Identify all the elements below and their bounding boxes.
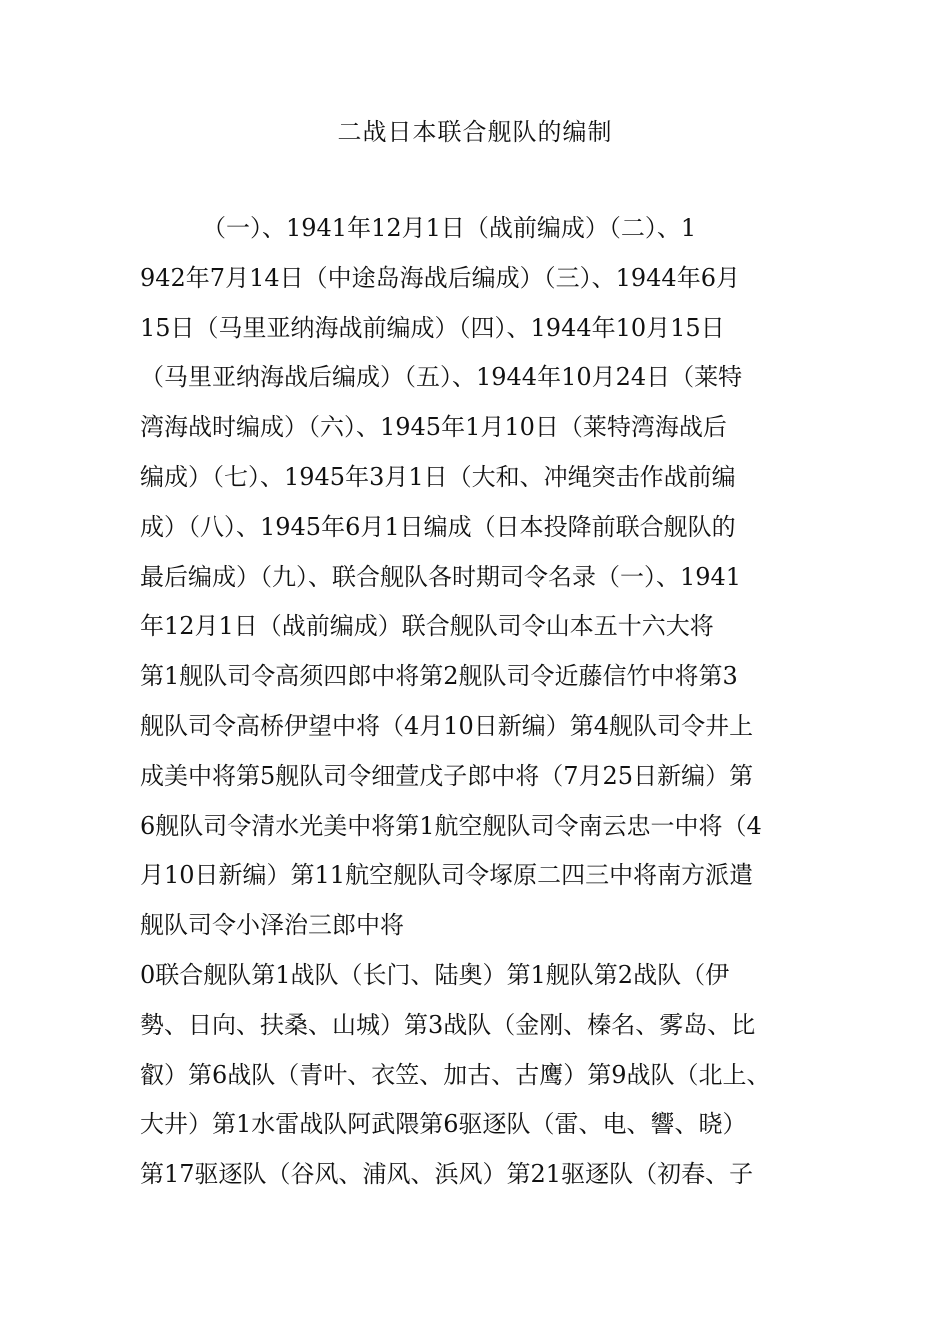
text-line: 15日（马里亚纳海战前编成）（四）、1944年10月15日 — [140, 313, 725, 342]
text-line: 942年7月14日（中途岛海战后编成）（三）、1944年6月 — [140, 263, 740, 292]
text-line: 勢、日向、扶桑、山城）第3战队（金刚、榛名、雾岛、比 — [140, 1010, 756, 1039]
document-title: 二战日本联合舰队的编制 — [337, 118, 613, 146]
text-line: 成美中将第5舰队司令细萱戊子郎中将（7月25日新编）第 — [140, 761, 754, 790]
text-line: 月10日新编）第11航空舰队司令塚原二四三中将南方派遣 — [140, 861, 754, 890]
text-line: 0联合舰队第1战队（长门、陆奥）第1舰队第2战队（伊 — [140, 960, 730, 989]
text-line: 大井）第1水雷战队阿武隈第6驱逐队（雷、电、響、晓） — [140, 1110, 747, 1139]
text-line: 第1舰队司令高须四郎中将第2舰队司令近藤信竹中将第3 — [140, 662, 738, 691]
text-line: 最后编成）（九）、联合舰队各时期司令名录（一）、1941 — [140, 562, 742, 591]
text-line: （马里亚纳海战后编成）（五）、1944年10月24日（莱特 — [140, 363, 743, 392]
text-line: 舰队司令小泽治三郎中将 — [140, 911, 404, 940]
text-line: 编成）（七）、1945年3月1日（大和、冲绳突击作战前编 — [140, 462, 736, 491]
text-line: 年12月1日（战前编成）联合舰队司令山本五十六大将 — [140, 612, 714, 641]
text-line: 6舰队司令清水光美中将第1航空舰队司令南云忠一中将（4 — [140, 811, 762, 840]
text-line: （一）、1941年12月1日（战前编成）（二）、1 — [202, 214, 697, 242]
text-line: 舰队司令高桥伊望中将（4月10日新编）第4舰队司令井上 — [140, 711, 754, 740]
text-line: 成）（八）、1945年6月1日编成（日本投降前联合舰队的 — [140, 512, 736, 541]
document-body — [140, 204, 820, 1200]
text-line: 第17驱逐队（谷风、浦风、浜风）第21驱逐队（初春、子 — [140, 1160, 754, 1189]
text-line: 叡）第6战队（青叶、衣笠、加古、古鹰）第9战队（北上、 — [140, 1060, 771, 1089]
text-line: 湾海战时编成）（六）、1945年1月10日（莱特湾海战后 — [140, 413, 727, 442]
